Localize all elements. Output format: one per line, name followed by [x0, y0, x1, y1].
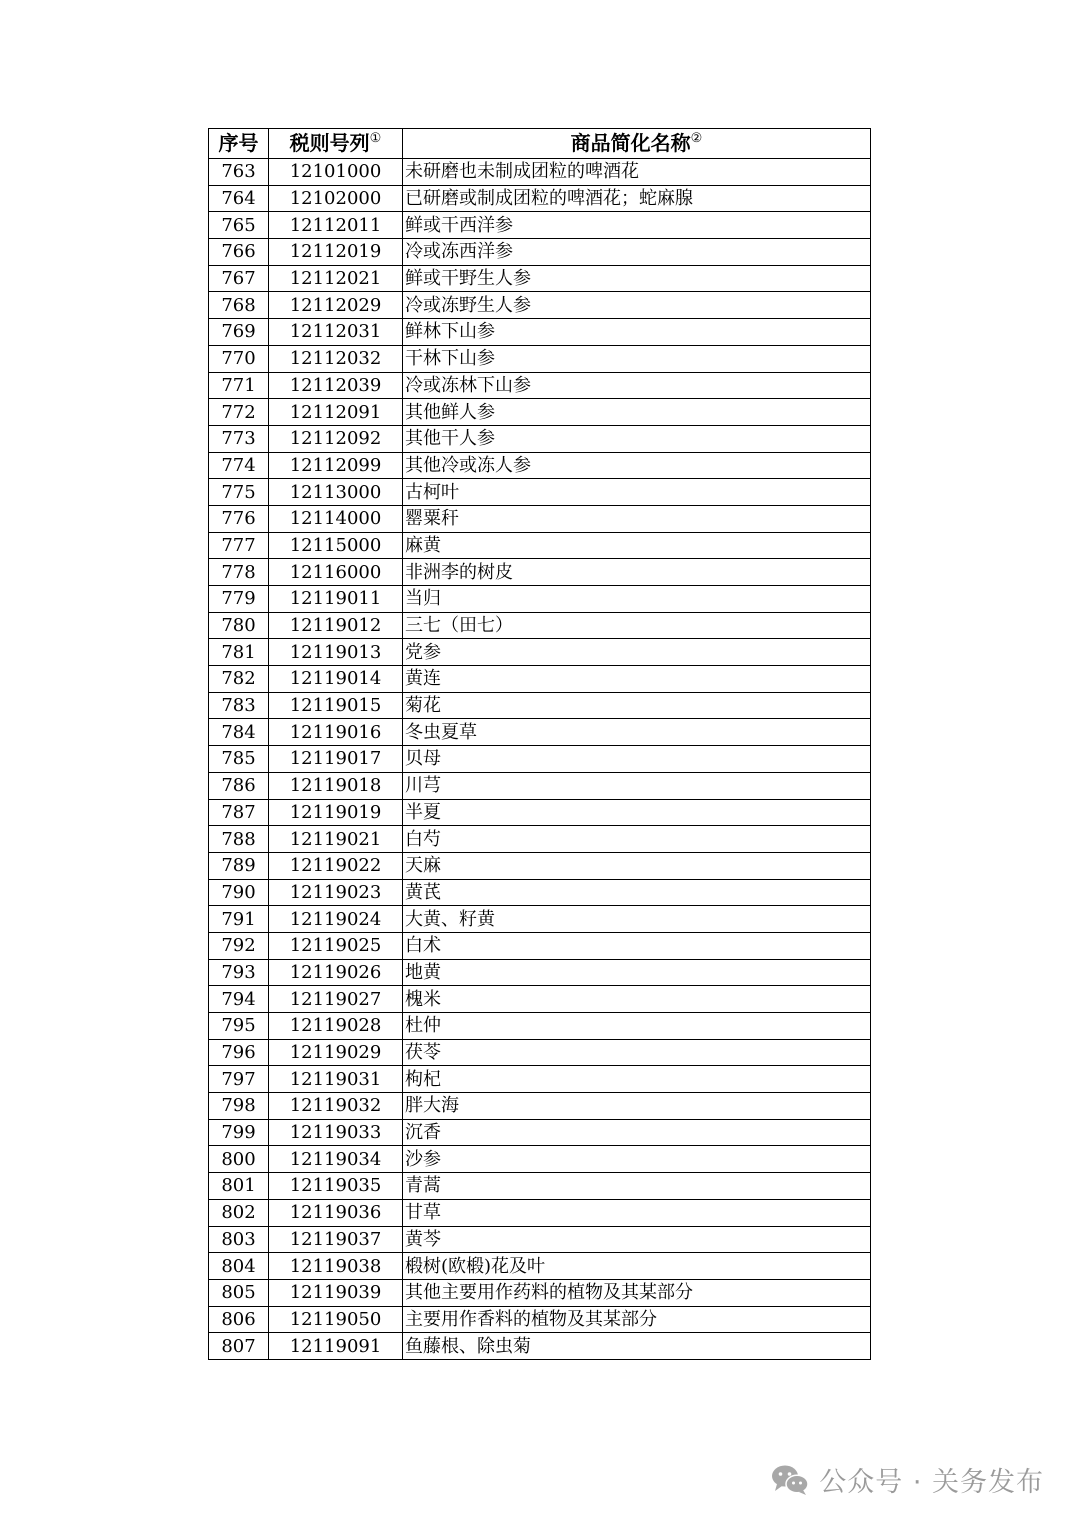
name-cell: 未研磨也未制成团粒的啤酒花 [403, 159, 871, 186]
table-row [209, 586, 871, 613]
seq-cell: 769 [209, 319, 269, 346]
name-cell: 椴树(欧椴)花及叶 [403, 1253, 871, 1280]
seq-cell: 790 [209, 879, 269, 906]
name-cell: 鱼藤根、除虫菊 [403, 1333, 871, 1360]
table-row [209, 826, 871, 853]
seq-cell: 781 [209, 639, 269, 666]
name-cell: 古柯叶 [403, 479, 871, 506]
name-cell: 其他主要用作药料的植物及其某部分 [403, 1279, 871, 1306]
name-cell: 冷或冻林下山参 [403, 372, 871, 399]
header-name: 商品简化名称② [403, 129, 871, 159]
seq-cell: 767 [209, 265, 269, 292]
code-cell: 12114000 [269, 505, 403, 532]
table-row [209, 505, 871, 532]
code-cell: 12102000 [269, 185, 403, 212]
seq-cell: 765 [209, 212, 269, 239]
table-row [209, 1066, 871, 1093]
seq-cell: 801 [209, 1173, 269, 1200]
code-cell: 12119033 [269, 1119, 403, 1146]
code-cell: 12119025 [269, 932, 403, 959]
name-cell: 白芍 [403, 826, 871, 853]
name-cell: 白术 [403, 932, 871, 959]
name-cell: 杜仲 [403, 1013, 871, 1040]
name-cell: 鲜或干野生人参 [403, 265, 871, 292]
name-cell: 沉香 [403, 1119, 871, 1146]
table-row [209, 345, 871, 372]
seq-cell: 779 [209, 586, 269, 613]
name-cell: 菊花 [403, 692, 871, 719]
table-row [209, 932, 871, 959]
name-cell: 其他冷或冻人参 [403, 452, 871, 479]
table-row [209, 719, 871, 746]
seq-cell: 805 [209, 1279, 269, 1306]
seq-cell: 771 [209, 372, 269, 399]
code-cell: 12119035 [269, 1173, 403, 1200]
seq-cell: 807 [209, 1333, 269, 1360]
name-cell: 川芎 [403, 772, 871, 799]
code-cell: 12119032 [269, 1093, 403, 1120]
table-body [209, 159, 871, 1360]
name-cell: 鲜或干西洋参 [403, 212, 871, 239]
table-row [209, 1119, 871, 1146]
header-seq: 序号 [209, 129, 269, 159]
seq-cell: 799 [209, 1119, 269, 1146]
code-cell: 12119021 [269, 826, 403, 853]
name-cell: 冬虫夏草 [403, 719, 871, 746]
code-cell: 12112019 [269, 239, 403, 266]
table-row [209, 799, 871, 826]
seq-cell: 774 [209, 452, 269, 479]
seq-cell: 785 [209, 746, 269, 773]
name-cell: 冷或冻野生人参 [403, 292, 871, 319]
table-row [209, 612, 871, 639]
seq-cell: 792 [209, 932, 269, 959]
table-row [209, 532, 871, 559]
table-row [209, 159, 871, 186]
seq-cell: 788 [209, 826, 269, 853]
seq-cell: 803 [209, 1226, 269, 1253]
code-cell: 12112032 [269, 345, 403, 372]
seq-cell: 798 [209, 1093, 269, 1120]
table-row [209, 852, 871, 879]
table-row [209, 185, 871, 212]
table-row [209, 479, 871, 506]
table-row [209, 959, 871, 986]
seq-cell: 800 [209, 1146, 269, 1173]
name-cell: 麻黄 [403, 532, 871, 559]
code-cell: 12112011 [269, 212, 403, 239]
table-row [209, 1199, 871, 1226]
seq-cell: 780 [209, 612, 269, 639]
seq-cell: 778 [209, 559, 269, 586]
name-cell: 大黄、籽黄 [403, 906, 871, 933]
code-cell: 12119012 [269, 612, 403, 639]
code-cell: 12101000 [269, 159, 403, 186]
name-cell: 其他鲜人参 [403, 399, 871, 426]
seq-cell: 768 [209, 292, 269, 319]
seq-cell: 766 [209, 239, 269, 266]
name-cell: 党参 [403, 639, 871, 666]
seq-cell: 770 [209, 345, 269, 372]
seq-cell: 763 [209, 159, 269, 186]
code-cell: 12113000 [269, 479, 403, 506]
table-row [209, 772, 871, 799]
code-cell: 12119017 [269, 746, 403, 773]
table-row [209, 639, 871, 666]
name-cell: 甘草 [403, 1199, 871, 1226]
seq-cell: 794 [209, 986, 269, 1013]
table-row [209, 1146, 871, 1173]
seq-cell: 784 [209, 719, 269, 746]
name-cell: 非洲李的树皮 [403, 559, 871, 586]
name-cell: 其他干人参 [403, 425, 871, 452]
name-cell: 枸杞 [403, 1066, 871, 1093]
code-cell: 12112029 [269, 292, 403, 319]
table-row [209, 1093, 871, 1120]
code-cell: 12119024 [269, 906, 403, 933]
name-cell: 罂粟秆 [403, 505, 871, 532]
seq-cell: 797 [209, 1066, 269, 1093]
name-cell: 天麻 [403, 852, 871, 879]
code-cell: 12116000 [269, 559, 403, 586]
code-cell: 12119018 [269, 772, 403, 799]
table-row [209, 666, 871, 693]
name-cell: 半夏 [403, 799, 871, 826]
name-cell: 槐米 [403, 986, 871, 1013]
seq-cell: 793 [209, 959, 269, 986]
wechat-logo-icon [771, 1464, 809, 1496]
table-row [209, 879, 871, 906]
code-cell: 12115000 [269, 532, 403, 559]
seq-cell: 773 [209, 425, 269, 452]
table-row [209, 399, 871, 426]
name-cell: 黄连 [403, 666, 871, 693]
table-row [209, 212, 871, 239]
name-cell: 地黄 [403, 959, 871, 986]
code-cell: 12119029 [269, 1039, 403, 1066]
code-cell: 12112039 [269, 372, 403, 399]
table-row [209, 1253, 871, 1280]
seq-cell: 782 [209, 666, 269, 693]
table-row [209, 1279, 871, 1306]
table-row [209, 319, 871, 346]
code-cell: 12119019 [269, 799, 403, 826]
name-cell: 干林下山参 [403, 345, 871, 372]
code-cell: 12112021 [269, 265, 403, 292]
code-cell: 12119011 [269, 586, 403, 613]
code-cell: 12119036 [269, 1199, 403, 1226]
code-cell: 12112092 [269, 425, 403, 452]
seq-cell: 775 [209, 479, 269, 506]
table-header-row [209, 129, 871, 159]
code-cell: 12119026 [269, 959, 403, 986]
name-cell: 当归 [403, 586, 871, 613]
table-row [209, 292, 871, 319]
footnote-marker-2: ② [690, 131, 703, 146]
name-cell: 茯苓 [403, 1039, 871, 1066]
code-cell: 12119014 [269, 666, 403, 693]
table-row [209, 906, 871, 933]
header-code: 税则号列① [269, 129, 403, 159]
name-cell: 冷或冻西洋参 [403, 239, 871, 266]
table-row [209, 1173, 871, 1200]
code-cell: 12119013 [269, 639, 403, 666]
table-row [209, 425, 871, 452]
seq-cell: 783 [209, 692, 269, 719]
code-cell: 12119027 [269, 986, 403, 1013]
name-cell: 黄芩 [403, 1226, 871, 1253]
name-cell: 三七（田七） [403, 612, 871, 639]
seq-cell: 795 [209, 1013, 269, 1040]
seq-cell: 806 [209, 1306, 269, 1333]
table-row [209, 1013, 871, 1040]
table-row [209, 372, 871, 399]
seq-cell: 804 [209, 1253, 269, 1280]
name-cell: 贝母 [403, 746, 871, 773]
table-row [209, 1039, 871, 1066]
code-cell: 12112091 [269, 399, 403, 426]
code-cell: 12119091 [269, 1333, 403, 1360]
name-cell: 青蒿 [403, 1173, 871, 1200]
seq-cell: 787 [209, 799, 269, 826]
seq-cell: 764 [209, 185, 269, 212]
code-cell: 12112099 [269, 452, 403, 479]
code-cell: 12119034 [269, 1146, 403, 1173]
table-row [209, 986, 871, 1013]
seq-cell: 802 [209, 1199, 269, 1226]
table-row [209, 1306, 871, 1333]
seq-cell: 789 [209, 852, 269, 879]
seq-cell: 776 [209, 505, 269, 532]
code-cell: 12119050 [269, 1306, 403, 1333]
name-cell: 已研磨或制成团粒的啤酒花；蛇麻腺 [403, 185, 871, 212]
seq-cell: 796 [209, 1039, 269, 1066]
name-cell: 鲜林下山参 [403, 319, 871, 346]
name-cell: 主要用作香料的植物及其某部分 [403, 1306, 871, 1333]
name-cell: 胖大海 [403, 1093, 871, 1120]
code-cell: 12119038 [269, 1253, 403, 1280]
table-row [209, 559, 871, 586]
code-cell: 12119039 [269, 1279, 403, 1306]
table-row [209, 1333, 871, 1360]
table-row [209, 1226, 871, 1253]
table-row [209, 746, 871, 773]
seq-cell: 777 [209, 532, 269, 559]
code-cell: 12119037 [269, 1226, 403, 1253]
code-cell: 12112031 [269, 319, 403, 346]
code-cell: 12119016 [269, 719, 403, 746]
code-cell: 12119028 [269, 1013, 403, 1040]
table-row [209, 265, 871, 292]
table-row [209, 452, 871, 479]
name-cell: 黄芪 [403, 879, 871, 906]
name-cell: 沙参 [403, 1146, 871, 1173]
watermark-text: 公众号 · 关务发布 [819, 1467, 1044, 1498]
code-cell: 12119015 [269, 692, 403, 719]
table-row [209, 239, 871, 266]
seq-cell: 786 [209, 772, 269, 799]
footnote-marker-1: ① [369, 131, 382, 146]
seq-cell: 791 [209, 906, 269, 933]
tariff-table [208, 128, 871, 1360]
code-cell: 12119022 [269, 852, 403, 879]
seq-cell: 772 [209, 399, 269, 426]
table-row [209, 692, 871, 719]
code-cell: 12119023 [269, 879, 403, 906]
watermark [771, 1460, 1044, 1499]
code-cell: 12119031 [269, 1066, 403, 1093]
